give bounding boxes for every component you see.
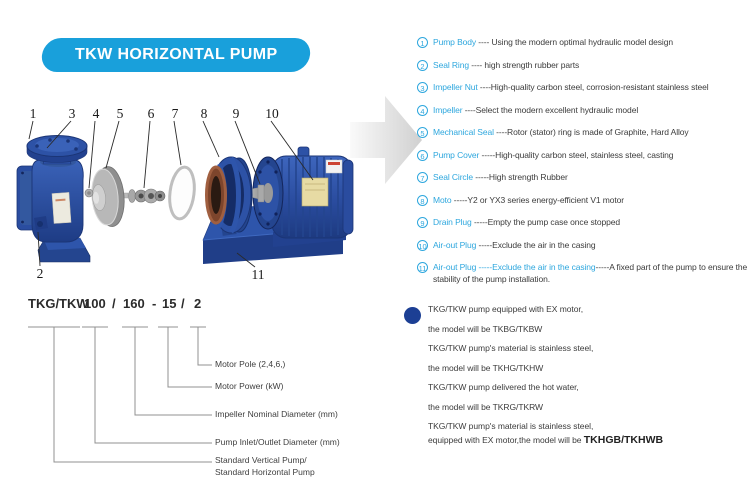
model-code-segment: /	[181, 296, 185, 311]
part-desc: -----Y2 or YX3 series energy-efficient V1 motor	[451, 194, 625, 205]
part-number-badge: 11	[418, 264, 427, 273]
part-desc: -----High strength Rubber	[473, 172, 568, 182]
part-name: Impeller Nut	[433, 82, 478, 92]
part-item-2	[417, 60, 755, 72]
part-number-badge: 1	[417, 37, 428, 48]
note-line: the model will be TKBG/TKBW	[428, 323, 543, 334]
part-name: Impeller	[433, 104, 463, 115]
model-label-motor-pole: Motor Pole (2,4,6,)	[215, 359, 286, 369]
model-variant-notes	[428, 304, 743, 456]
part-callout-number: 4	[92, 106, 100, 121]
part-desc: -----High-quality carbon steel, stainless steel, casting	[479, 149, 674, 160]
part-item-1	[417, 37, 755, 49]
part-desc: ----Rotor (stator) ring is made of Graphite, Hard Alloy	[493, 127, 689, 137]
part-desc: -----Exclude the air in the casing	[476, 239, 596, 250]
part-number-badge: 8	[417, 195, 428, 206]
pump-body-label	[52, 192, 71, 223]
parts-description-list	[417, 37, 755, 296]
part-number-badge: 3	[417, 82, 428, 93]
part-item-5	[417, 127, 755, 139]
drain-plug-illustration	[37, 221, 43, 227]
part-number-badge: 4	[417, 105, 428, 116]
part-desc: ----Select the modern excellent hydraulic model	[462, 104, 639, 115]
part-item-10	[417, 240, 755, 252]
part-callout-number: 11	[251, 267, 265, 282]
model-label-motor-power: Motor Power (kW)	[215, 381, 284, 391]
model-label-standard-horizontal: Standard Horizontal Pump	[215, 467, 315, 477]
note-line: the model will be TKHG/TKHW	[428, 362, 544, 373]
note-line	[428, 434, 743, 446]
part-item-6	[417, 150, 755, 162]
part-name: Seal Circle	[433, 172, 473, 182]
part-callout-number: 10	[265, 106, 279, 121]
part-callout-number: 2	[36, 266, 44, 281]
model-code-segment: 160	[123, 296, 145, 311]
model-label-impeller-diameter: Impeller Nominal Diameter (mm)	[215, 409, 338, 419]
note-bold-model: TKHGB/TKHWB	[583, 434, 664, 446]
part-number-badge: 7	[417, 172, 428, 183]
model-code-connector-lines	[25, 318, 225, 483]
part-item-8	[417, 195, 755, 207]
part-number-badge: 6	[417, 150, 428, 161]
part-desc: -----A fixed part of the pump to ensure the stability of the pump installation.	[433, 262, 748, 284]
impeller-illustration	[89, 165, 126, 228]
note-line-prefix: equipped with EX motor,the model will be	[428, 435, 584, 445]
part-name: Pump Cover	[433, 149, 480, 160]
notes-bullet-icon	[404, 307, 421, 324]
part-item-4	[417, 105, 755, 117]
part-name: Drain Plug	[433, 217, 472, 227]
pump-body-illustration	[17, 136, 90, 263]
model-code-segment: -	[152, 296, 157, 311]
part-callout-number: 7	[171, 106, 179, 121]
part-callout-number: 9	[232, 106, 240, 121]
model-label-standard-vertical: Standard Vertical Pump/	[215, 455, 307, 465]
part-desc: ---- Using the modern optimal hydraulic model design	[476, 37, 673, 47]
part-callout-number: 3	[68, 106, 76, 121]
part-number-badge: 5	[417, 127, 428, 138]
title-banner	[40, 38, 312, 72]
part-item-11	[417, 262, 755, 285]
part-item-7	[417, 172, 755, 184]
note-line: TKG/TKW pump equipped with EX motor,	[428, 304, 584, 314]
note-line: TKG/TKW pump's material is stainless steel,	[428, 421, 594, 431]
part-name: Pump Body	[433, 37, 477, 47]
part-number-badge: 2	[417, 60, 428, 71]
motor-nameplate	[302, 178, 328, 206]
part-callout-number: 8	[200, 106, 208, 121]
right-arrow-icon	[350, 92, 424, 188]
part-name: Air-out Plug	[433, 239, 477, 250]
model-code-segment: TKG/TKW	[28, 296, 89, 311]
part-desc: ---- high strength rubber parts	[468, 59, 580, 70]
motor-label	[326, 160, 342, 173]
model-code-segment: 15	[162, 296, 177, 311]
part-callout-number: 1	[29, 106, 37, 121]
part-number-badge: 10	[418, 241, 427, 251]
pump-exploded-diagram	[10, 100, 355, 295]
model-label-inlet-outlet: Pump Inlet/Outlet Diameter (mm)	[215, 437, 340, 447]
part-desc: -----Empty the pump case once stopped	[471, 217, 621, 227]
note-line: TKG/TKW pump delivered the hot water,	[428, 382, 579, 392]
part-name: Moto	[433, 194, 452, 205]
part-name: Seal Ring	[433, 59, 469, 70]
part-item-3	[417, 82, 755, 94]
part-callout-number: 6	[147, 106, 155, 121]
note-line: TKG/TKW pump's material is stainless steel,	[428, 343, 594, 353]
part-name: Air-out Plug -----Exclude the air in the casing	[433, 262, 596, 272]
part-callout-number: 5	[116, 106, 124, 121]
model-code-segment: 2	[194, 296, 202, 311]
part-number-badge: 9	[417, 217, 428, 228]
impeller-nut-illustration	[85, 189, 93, 197]
part-item-9	[417, 217, 755, 229]
part-name: Mechanical Seal	[433, 127, 494, 137]
seal-circle-illustration	[167, 166, 197, 221]
model-code-segment: /	[112, 296, 116, 311]
part-desc: ----High-quality carbon steel, corrosion-resistant stainless steel	[477, 82, 709, 92]
model-code-segment: 100	[84, 296, 106, 311]
note-line: the model will be TKRG/TKRW	[428, 401, 544, 412]
page-title: TKW HORIZONTAL PUMP	[74, 46, 278, 63]
